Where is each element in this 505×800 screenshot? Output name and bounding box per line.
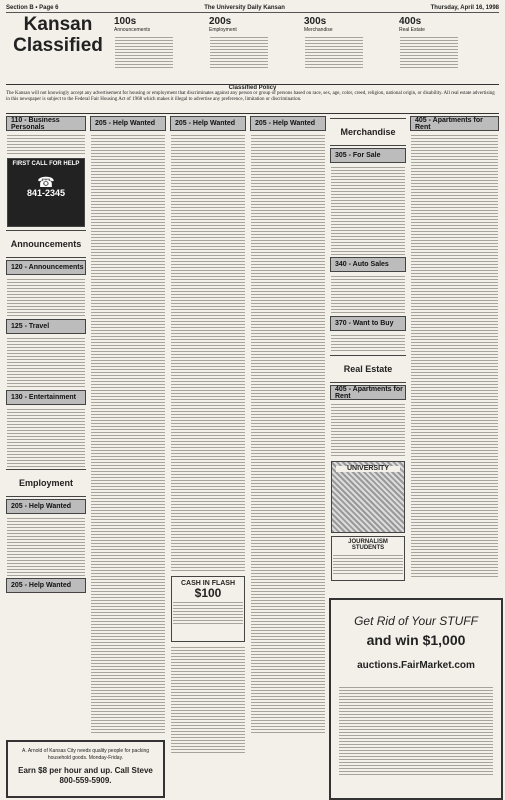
section-header: 125 - Travel (6, 319, 86, 334)
index-100s: 100s Announcements (114, 16, 174, 71)
ad-url: auctions.FairMarket.com (357, 660, 475, 671)
ad-prize: and win $1,000 (366, 632, 466, 648)
category-index (114, 16, 499, 80)
classified-policy (6, 84, 499, 114)
merchandise-banner: Merchandise (330, 118, 406, 146)
section-header: 340 - Auto Sales (330, 257, 406, 272)
section-header: 110 - Business Personals (6, 116, 86, 131)
section-header: 205 - Help Wanted (6, 499, 86, 514)
section-header: 305 - For Sale (330, 148, 406, 163)
section-header: 370 - Want to Buy (330, 316, 406, 331)
issue-date: Thursday, April 16, 1998 (430, 4, 499, 11)
paper-name: The University Daily Kansan (204, 4, 285, 11)
index-200s: 200s Employment (209, 16, 269, 71)
policy-title: Classified Policy (228, 85, 277, 91)
first-call-ad: FIRST CALL FOR HELP ☎ 841-2345 (7, 158, 85, 227)
moving-company-ad: A. Arnold of Kansas City needs quality people for packing household goods. Monday-Friday. Earn $8 per hour and up. Call Steve 800-559-5909. (6, 740, 165, 798)
fairmarket-ad (329, 598, 503, 800)
journalism-ad: JOURNALISM STUDENTS (331, 536, 405, 581)
section-header: 205 - Help Wanted (170, 116, 246, 131)
employment-banner: Employment (6, 469, 86, 497)
cash-in-flash-ad: CASH IN FLASH $100 (171, 576, 245, 642)
index-400s: 400s Real Estate (399, 16, 459, 71)
column-6 (410, 116, 499, 594)
column-3 (170, 116, 246, 796)
section-header: 205 - Help Wanted (250, 116, 326, 131)
page-title (6, 14, 110, 56)
section-header: 205 - Help Wanted (6, 578, 86, 593)
page-header (6, 3, 499, 13)
title-line-1: Kansan (23, 14, 93, 35)
section-header: 130 - Entertainment (6, 390, 86, 405)
university-ad: UNIVERSITY (331, 461, 405, 533)
section-header: 120 - Announcements (6, 260, 86, 275)
index-300s: 300s Merchandise (304, 16, 364, 71)
column-1 (6, 116, 86, 796)
section-label: Section B • Page 6 (6, 4, 59, 11)
section-header: 405 - Apartments for Rent (410, 116, 499, 131)
column-4 (250, 116, 326, 796)
section-header: 405 - Apartments for Rent (330, 385, 406, 400)
column-2 (90, 116, 166, 796)
title-line-2: Classified (13, 35, 103, 56)
announcements-banner: Announcements (6, 230, 86, 258)
phone-icon: ☎ (37, 173, 55, 190)
real-estate-banner: Real Estate (330, 355, 406, 383)
policy-text: The Kansan will not knowingly accept any advertisement for housing or employment that discriminates against any person or group of persons based on race, sex, age, color, creed, religion, national origin, or disability. All real estate advertising in this newspaper is subject to the Federal Fair Housing Act of 1968 which makes it illegal to advertise any preference, limitation or discrimination. (6, 91, 495, 102)
ad-headline: Get Rid of Your STUFF (354, 614, 478, 628)
masthead (6, 14, 499, 78)
section-header: 205 - Help Wanted (90, 116, 166, 131)
